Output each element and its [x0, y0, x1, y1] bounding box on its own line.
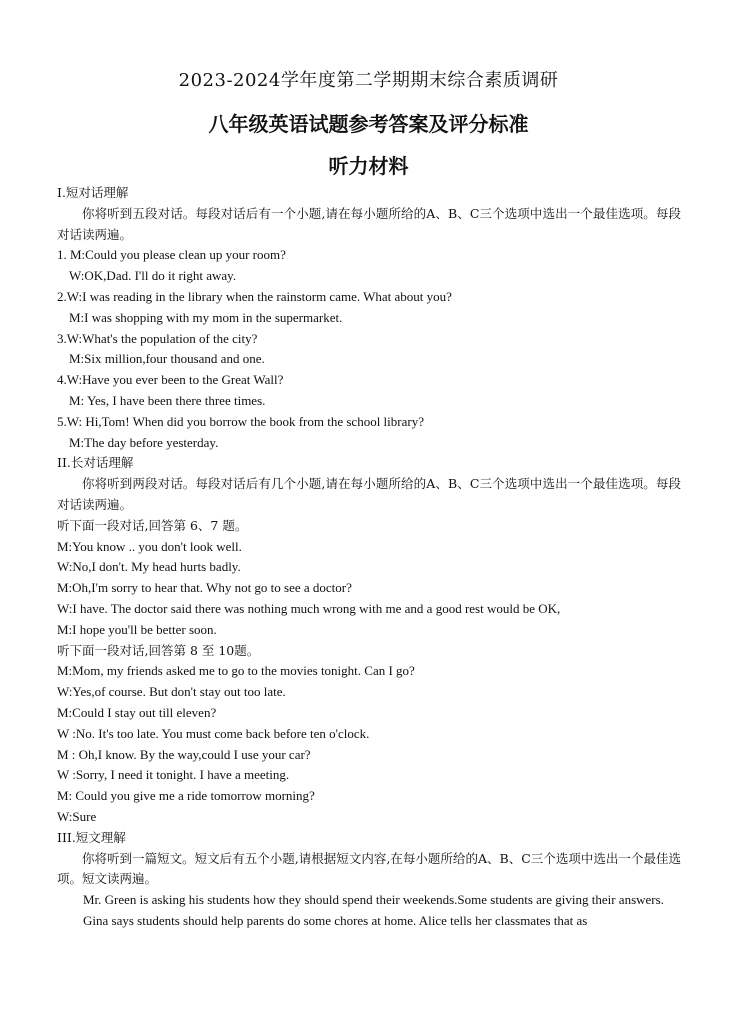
passage-paragraph: Gina says students should help parents do some chores at home. Alice tells her classmates that as — [83, 912, 588, 928]
passage-paragraph: Mr. Green is asking his students how they should spend their weekends.Some students are giving their answers. — [83, 892, 664, 908]
dialog-line: 3.W:What's the population of the city? — [57, 330, 258, 346]
answer-key-title: 八年级英语试题参考答案及评分标准 — [208, 112, 529, 136]
dialog-line: W:Sure — [57, 808, 97, 824]
dialog-line: W:OK,Dad. I'll do it right away. — [69, 268, 237, 284]
dialog-line: W:Yes,of course. But don't stay out too late. — [57, 684, 286, 700]
dialog-line: 4.W:Have you ever been to the Great Wall? — [57, 372, 284, 388]
dialog-line: M: Could you give me a ride tomorrow morning? — [57, 788, 315, 804]
dialog-line: W :No. It's too late. You must come back before ten o'clock. — [57, 725, 370, 741]
dialog-line: W :Sorry, I need it tonight. I have a meeting. — [57, 767, 290, 783]
section1-instruction: 你将听到五段对话。每段对话后有一个小题,请在每小题所给的A、B、C三个选项中选出一个最佳选项。每段对话读两遍。 — [57, 205, 681, 242]
dialog-line: 1. M:Could you please clean up your room? — [57, 247, 286, 263]
dialog-line: M:You know .. you don't look well. — [57, 538, 242, 554]
dialog-line: M:Oh,I'm sorry to hear that. Why not go to see a doctor? — [57, 580, 352, 596]
document-body — [57, 183, 681, 932]
dialog1-intro: 听下面一段对话,回答第 6、7 题。 — [57, 517, 248, 533]
section3-heading: III.短文理解 — [57, 829, 126, 845]
section3-instruction: 你将听到一篇短文。短文后有五个小题,请根据短文内容,在每小题所给的A、B、C三个选项中选出一个最佳选项。短文读两遍。 — [57, 850, 681, 887]
dialog-line: M:I was shopping with my mom in the supermarket. — [69, 309, 343, 325]
dialog-line: W:I have. The doctor said there was nothing much wrong with me and a good rest would be OK, — [57, 600, 561, 616]
dialog-line: M:The day before yesterday. — [69, 434, 219, 450]
dialog-line: M: Yes, I have been there three times. — [69, 392, 266, 408]
dialog2-intro: 听下面一段对话,回答第 8 至 10题。 — [57, 642, 260, 658]
exam-title: 2023-2024学年度第二学期期末综合素质调研 — [178, 70, 559, 91]
dialog-line: 5.W: Hi,Tom! When did you borrow the book from the school library? — [57, 413, 424, 429]
section2-heading: II.长对话理解 — [57, 455, 134, 471]
dialog-line: M:Six million,four thousand and one. — [69, 351, 265, 367]
dialog-line: M:Mom, my friends asked me to go to the movies tonight. Can I go? — [57, 663, 415, 679]
dialog-line: M:I hope you'll be better soon. — [57, 621, 217, 637]
dialog-line: M : Oh,I know. By the way,could I use your car? — [57, 746, 311, 762]
dialog-line: W:No,I don't. My head hurts badly. — [57, 559, 241, 575]
dialog-line: M:Could I stay out till eleven? — [57, 704, 217, 720]
dialog-line: 2.W:I was reading in the library when the rainstorm came. What about you? — [57, 288, 452, 304]
section2-instruction: 你将听到两段对话。每段对话后有几个小题,请在每小题所给的A、B、C三个选项中选出一个最佳选项。每段对话读两遍。 — [57, 476, 681, 512]
section1-heading: I.短对话理解 — [57, 185, 129, 200]
listening-material-title: 听力材料 — [328, 154, 409, 178]
